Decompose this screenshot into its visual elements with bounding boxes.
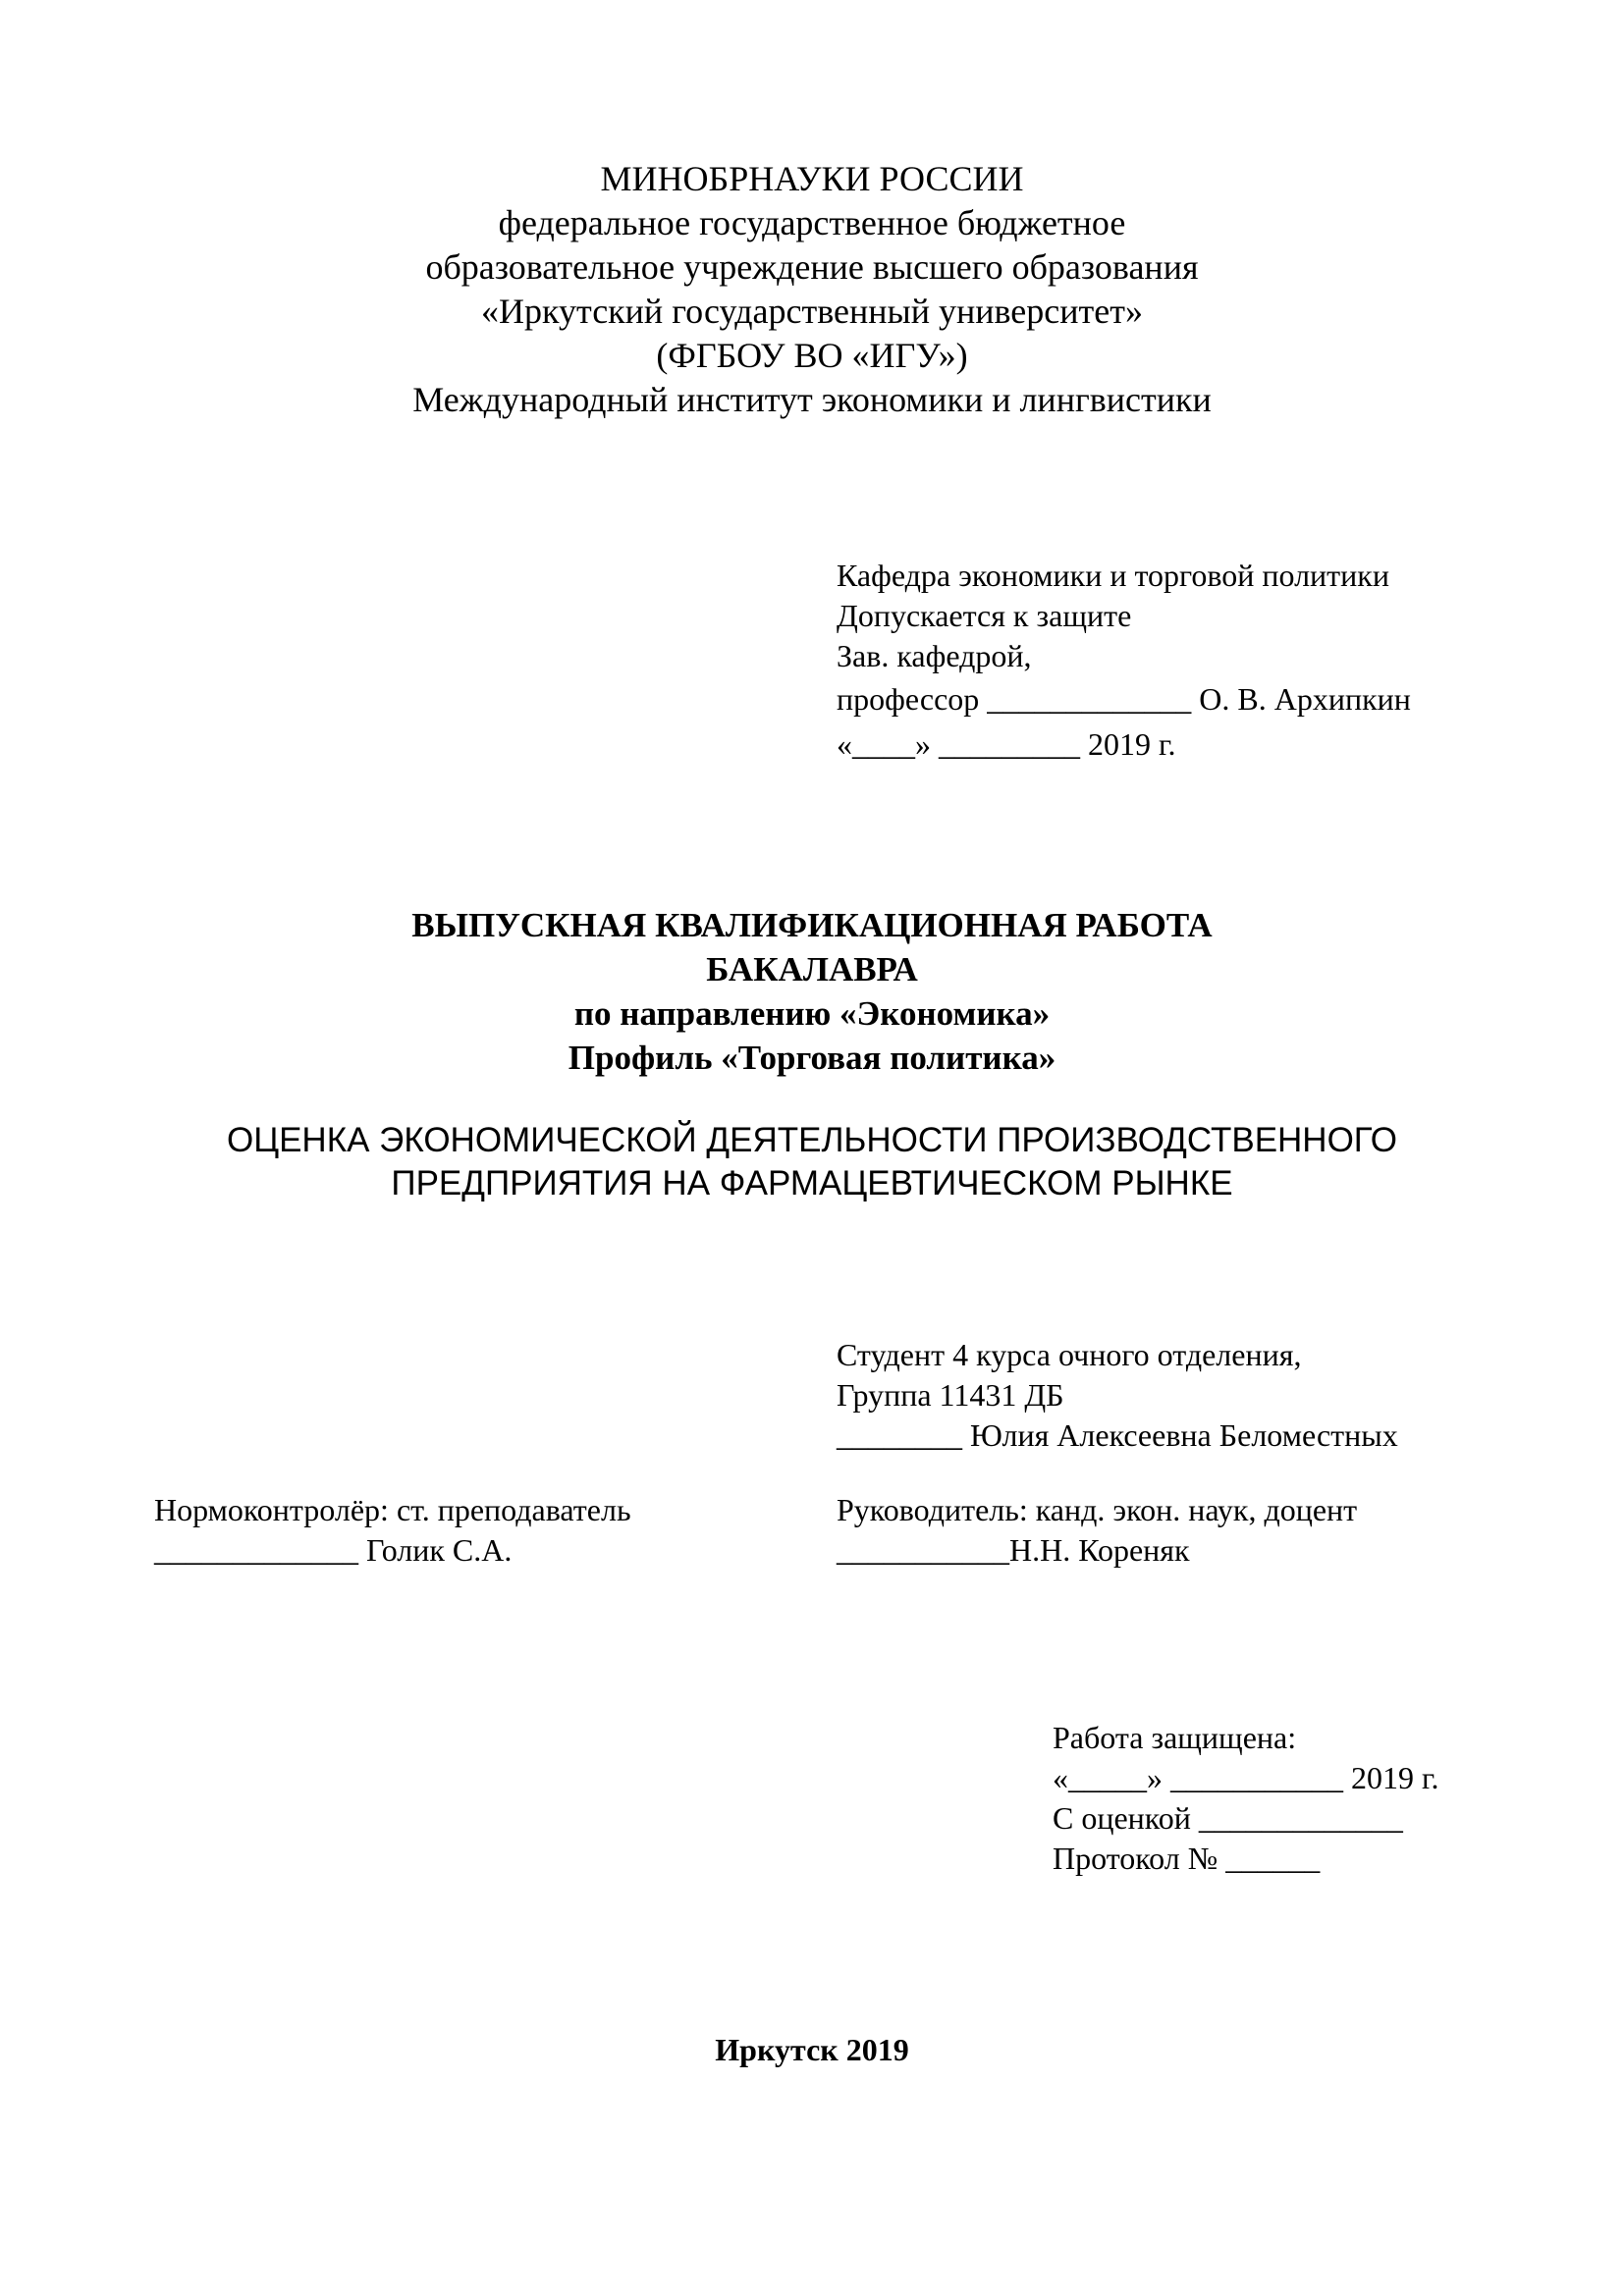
head-of-department-label: Зав. кафедрой,: [837, 638, 1032, 673]
work-title: [0, 903, 1624, 1080]
institution-header: [0, 157, 1624, 422]
defense-grade: С оценкой _____________: [1053, 1800, 1403, 1836]
department-approval: [837, 556, 1411, 767]
student-group: Группа 11431 ДБ: [837, 1377, 1064, 1413]
thesis-topic-line-1: ОЦЕНКА ЭКОНОМИЧЕСКОЙ ДЕЯТЕЛЬНОСТИ ПРОИЗВОДСТВЕННОГО: [226, 1121, 1398, 1159]
student-signature: ________ Юлия Алексеевна Беломестных: [837, 1417, 1398, 1453]
thesis-topic-line-2: ПРЕДПРИЯТИЯ НА ФАРМАЦЕВТИЧЕСКОМ РЫНКЕ: [391, 1164, 1233, 1202]
institution-type-line: федеральное государственное бюджетное: [498, 203, 1126, 242]
department-name: Кафедра экономики и торговой политики: [837, 558, 1389, 593]
degree-level: БАКАЛАВРА: [706, 950, 918, 988]
ministry-name: МИНОБРНАУКИ РОССИИ: [600, 159, 1024, 198]
city-year-text: Иркутск 2019: [715, 2032, 909, 2067]
university-abbreviation: (ФГБОУ ВО «ИГУ»): [656, 336, 968, 375]
supervisor-role: Руководитель: канд. экон. наук, доцент: [837, 1492, 1358, 1527]
study-profile: Профиль «Торговая политика»: [568, 1039, 1056, 1077]
normcontrol-role: Нормоконтролёр: ст. преподаватель: [154, 1492, 631, 1527]
city-year: [0, 2030, 1624, 2069]
student-course: Студент 4 курса очного отделения,: [837, 1337, 1302, 1372]
thesis-topic: [0, 1119, 1624, 1205]
head-of-department-signature: профессор _____________ О. В. Архипкин: [837, 681, 1411, 717]
supervisor-info: [837, 1490, 1357, 1571]
student-info: [837, 1335, 1398, 1456]
approval-date: «____» _________ 2019 г.: [837, 726, 1176, 762]
normcontrol-signature: _____________ Голик С.А.: [154, 1532, 513, 1568]
work-type: ВЫПУСКНАЯ КВАЛИФИКАЦИОННАЯ РАБОТА: [411, 906, 1213, 944]
supervisor-signature: ___________Н.Н. Кореняк: [837, 1532, 1190, 1568]
university-name: «Иркутский государственный университет»: [481, 292, 1143, 331]
institution-type-line-2: образовательное учреждение высшего образования: [425, 247, 1199, 287]
admission-label: Допускается к защите: [837, 598, 1132, 633]
field-of-study: по направлению «Экономика»: [573, 994, 1051, 1033]
defense-info: [1053, 1718, 1439, 1879]
defense-date: «_____» ___________ 2019 г.: [1053, 1760, 1439, 1795]
normcontrol-info: [154, 1490, 631, 1571]
defense-protocol: Протокол № ______: [1053, 1841, 1321, 1876]
defense-label: Работа защищена:: [1053, 1720, 1297, 1755]
institute-name: Международный институт экономики и лингвистики: [412, 380, 1212, 419]
